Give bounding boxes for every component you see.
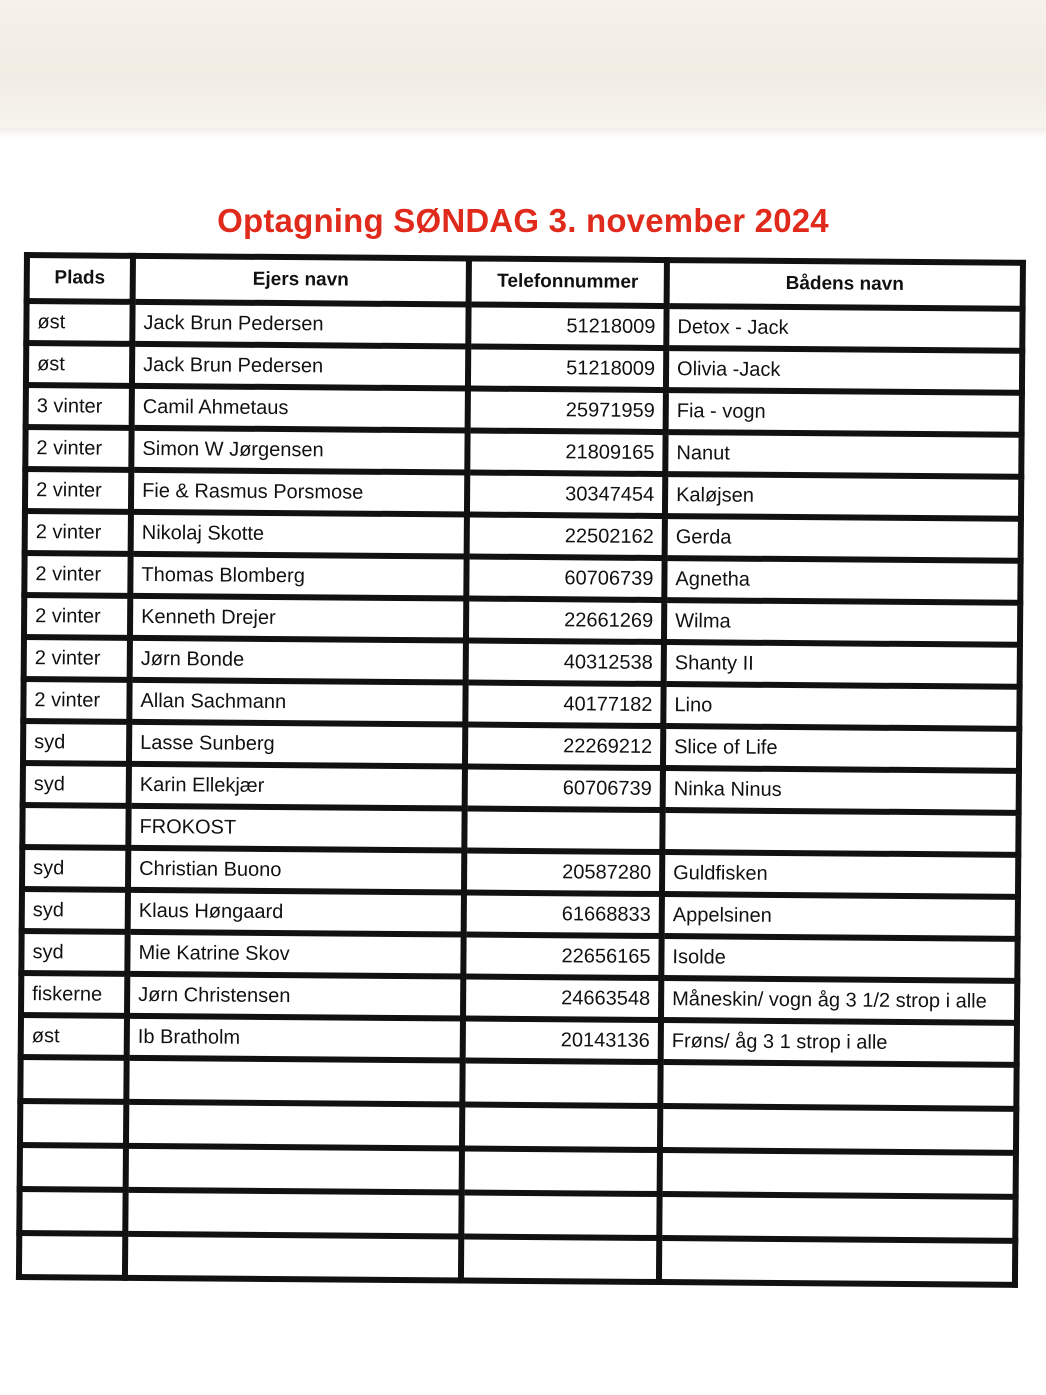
cell-ejers-navn: Jack Brun Pedersen — [132, 344, 468, 389]
cell-telefonnummer: 60706739 — [465, 766, 663, 810]
cell-telefonnummer: 40312538 — [466, 640, 664, 684]
cell-ejers-navn: Mie Katrine Skov — [127, 932, 463, 977]
cell-ejers-navn: Thomas Blomberg — [130, 554, 466, 599]
cell-plads — [20, 1145, 126, 1190]
photo-background-top — [0, 0, 1046, 128]
cell-badens-navn: Isolde — [661, 936, 1017, 981]
cell-telefonnummer: 21809165 — [467, 430, 665, 474]
cell-plads: 2 vinter — [25, 427, 131, 470]
cell-badens-navn: Fia - vogn — [666, 390, 1022, 435]
column-header-telefonnummer: Telefonnummer — [469, 258, 667, 306]
cell-badens-navn: Gerda — [665, 516, 1021, 561]
cell-badens-navn: Slice of Life — [663, 726, 1019, 771]
table-row — [20, 1057, 1016, 1109]
cell-plads: 2 vinter — [25, 511, 131, 554]
cell-ejers-navn — [125, 1234, 461, 1281]
cell-ejers-navn: Nikolaj Skotte — [131, 512, 467, 557]
cell-plads: syd — [23, 763, 129, 806]
cell-ejers-navn: Fie & Rasmus Porsmose — [131, 470, 467, 515]
cell-telefonnummer: 22656165 — [463, 934, 661, 978]
cell-ejers-navn: Simon W Jørgensen — [131, 428, 467, 473]
cell-badens-navn: Wilma — [664, 600, 1020, 645]
cell-plads: syd — [22, 847, 128, 890]
cell-plads: 2 vinter — [24, 595, 130, 638]
cell-badens-navn: Ninka Ninus — [663, 768, 1019, 813]
cell-plads — [20, 1057, 126, 1102]
cell-plads: 3 vinter — [26, 385, 132, 428]
cell-badens-navn: Olivia -Jack — [666, 348, 1022, 393]
cell-ejers-navn: Klaus Høngaard — [128, 890, 464, 935]
cell-plads: 2 vinter — [24, 637, 130, 680]
cell-plads: syd — [23, 721, 129, 764]
cell-plads — [19, 1233, 125, 1278]
column-header-badens-navn: Bådens navn — [667, 260, 1023, 309]
cell-ejers-navn: Camil Ahmetaus — [132, 386, 468, 431]
cell-badens-navn — [662, 810, 1018, 855]
cell-plads: 2 vinter — [25, 469, 131, 512]
cell-telefonnummer: 20143136 — [463, 1018, 661, 1062]
cell-badens-navn — [660, 1106, 1016, 1153]
cell-telefonnummer — [462, 1104, 660, 1150]
cell-telefonnummer: 30347454 — [467, 472, 665, 516]
cell-ejers-navn: Jack Brun Pedersen — [132, 302, 468, 347]
cell-badens-navn: Nanut — [665, 432, 1021, 477]
cell-telefonnummer: 40177182 — [465, 682, 663, 726]
cell-telefonnummer: 61668833 — [464, 892, 662, 936]
cell-telefonnummer: 25971959 — [468, 388, 666, 432]
cell-ejers-navn — [126, 1102, 462, 1149]
cell-plads: 2 vinter — [24, 553, 130, 596]
table-row — [19, 1189, 1015, 1241]
cell-plads — [22, 805, 128, 848]
cell-telefonnummer: 60706739 — [466, 556, 664, 600]
cell-telefonnummer: 22661269 — [466, 598, 664, 642]
cell-plads — [20, 1101, 126, 1146]
schedule-table — [16, 252, 1026, 1288]
cell-plads — [19, 1189, 125, 1234]
cell-badens-navn: Kaløjsen — [665, 474, 1021, 519]
cell-ejers-navn: Jørn Christensen — [127, 974, 463, 1019]
table-row — [20, 1145, 1016, 1197]
cell-badens-navn: Detox - Jack — [666, 306, 1022, 351]
cell-telefonnummer — [464, 808, 662, 852]
cell-telefonnummer: 20587280 — [464, 850, 662, 894]
cell-badens-navn: Frøns/ åg 3 1 strop i alle — [661, 1020, 1017, 1065]
table-row — [19, 1233, 1015, 1285]
cell-ejers-navn: Christian Buono — [128, 848, 464, 893]
cell-ejers-navn: Ib Bratholm — [127, 1016, 463, 1061]
cell-ejers-navn: Lasse Sunberg — [129, 722, 465, 767]
cell-badens-navn: Guldfisken — [662, 852, 1018, 897]
cell-telefonnummer — [462, 1060, 660, 1106]
cell-plads: øst — [26, 301, 132, 344]
schedule-sheet — [16, 252, 1020, 1288]
cell-badens-navn — [660, 1150, 1016, 1197]
cell-badens-navn — [659, 1194, 1015, 1241]
column-header-plads: Plads — [27, 255, 133, 302]
cell-badens-navn: Agnetha — [664, 558, 1020, 603]
cell-telefonnummer: 24663548 — [463, 976, 661, 1020]
cell-badens-navn — [659, 1238, 1015, 1285]
cell-ejers-navn — [126, 1146, 462, 1193]
cell-ejers-navn: Kenneth Drejer — [130, 596, 466, 641]
cell-plads: øst — [21, 1015, 127, 1058]
cell-badens-navn: Lino — [663, 684, 1019, 729]
cell-ejers-navn: Jørn Bonde — [130, 638, 466, 683]
column-header-ejers-navn: Ejers navn — [133, 256, 469, 305]
cell-telefonnummer — [461, 1192, 659, 1238]
cell-ejers-navn — [126, 1058, 462, 1105]
cell-plads: 2 vinter — [23, 679, 129, 722]
cell-ejers-navn — [125, 1190, 461, 1237]
table-row — [20, 1101, 1016, 1153]
cell-plads: øst — [26, 343, 132, 386]
table-body — [19, 301, 1023, 1285]
cell-telefonnummer — [461, 1236, 659, 1282]
cell-ejers-navn: Allan Sachmann — [129, 680, 465, 725]
cell-telefonnummer: 51218009 — [468, 346, 666, 390]
cell-badens-navn: Måneskin/ vogn åg 3 1/2 strop i alle — [661, 978, 1017, 1023]
cell-telefonnummer: 22269212 — [465, 724, 663, 768]
cell-badens-navn: Shanty II — [664, 642, 1020, 687]
cell-ejers-navn: Karin Ellekjær — [129, 764, 465, 809]
cell-ejers-navn: FROKOST — [128, 806, 464, 851]
cell-telefonnummer: 51218009 — [468, 304, 666, 348]
cell-plads: syd — [21, 931, 127, 974]
cell-telefonnummer — [462, 1148, 660, 1194]
cell-badens-navn — [660, 1062, 1016, 1109]
page-title: Optagning SØNDAG 3. november 2024 — [217, 202, 829, 239]
header-row — [27, 255, 1023, 309]
cell-badens-navn: Appelsinen — [662, 894, 1018, 939]
cell-telefonnummer: 22502162 — [467, 514, 665, 558]
cell-plads: syd — [22, 889, 128, 932]
cell-plads: fiskerne — [21, 973, 127, 1016]
